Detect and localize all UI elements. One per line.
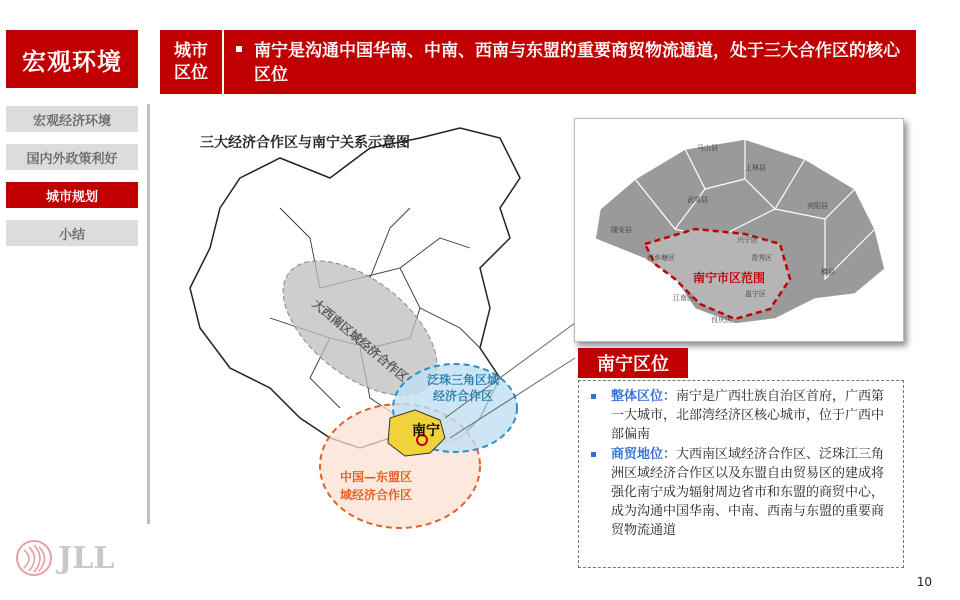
- bullet-icon: [591, 452, 596, 457]
- sidebar-item-city-planning[interactable]: 城市规划: [6, 182, 138, 208]
- info-title: 南宁区位: [578, 348, 688, 378]
- logo-text: JLL: [58, 540, 115, 576]
- district-binyang: 宾阳县: [807, 202, 828, 210]
- info-box: [578, 380, 904, 568]
- headline-text: 南宁是沟通中国华南、中南、西南与东盟的重要商贸物流通道，处于三大合作区的核心区位: [254, 41, 900, 85]
- jll-logo: [14, 538, 114, 578]
- info-item-trade: [591, 445, 895, 540]
- asean-region-line2: 域经济合作区: [340, 488, 413, 502]
- district-xixiangtang: 西乡塘区: [647, 254, 675, 262]
- info-item-overall: [591, 387, 895, 444]
- sidebar-nav: [6, 106, 138, 258]
- district-yongning: 邕宁区: [745, 290, 766, 298]
- district-longan: 隆安县: [611, 226, 632, 234]
- info-key: 整体区位：: [611, 389, 677, 404]
- map-caption: 三大经济合作区与南宁关系示意图: [200, 135, 410, 151]
- sidebar-item-policy[interactable]: 国内外政策利好: [6, 144, 138, 170]
- bullet-icon: [236, 46, 242, 52]
- district-mashan: 马山县: [697, 144, 718, 152]
- info-text: 南宁是广西壮族自治区首府，广西第一大城市，北部湾经济区核心城市，位于广西中部偏南: [611, 389, 885, 442]
- inset-center-label: 南宁市区范围: [693, 271, 766, 285]
- jll-logo-icon: [14, 538, 54, 578]
- district-jiangnan: 江南区: [673, 294, 694, 302]
- southwest-region-label: 大西南区域经济合作区: [309, 296, 411, 385]
- topic-tag-line2: 区位: [174, 63, 208, 83]
- nanning-label: 南宁: [412, 423, 440, 439]
- district-xingning: 兴宁区: [737, 236, 758, 244]
- nanning-inset-map: [574, 118, 904, 342]
- page-number: 10: [916, 575, 932, 589]
- sidebar-item-summary[interactable]: 小结: [6, 220, 138, 246]
- district-shanglin: 上林县: [745, 164, 766, 172]
- section-title: 宏观环境: [6, 30, 138, 88]
- sidebar-divider: [147, 104, 150, 524]
- pearl-region-line1: 泛珠三角区域: [426, 373, 499, 387]
- bullet-icon: [591, 394, 596, 399]
- info-text: 大西南区域经济合作区、泛珠江三角洲区域经济合作区以及东盟自由贸易区的建成将强化南宁成为辐射周边省市和东盟的商贸中心，成为沟通中国华南、中南、西南与东盟的重要商贸物流通道: [611, 447, 885, 538]
- district-liangqing: 良庆区: [711, 316, 732, 324]
- asean-region-label: [340, 468, 440, 504]
- pearl-river-region-label: [418, 372, 508, 404]
- topic-tag: [160, 30, 224, 94]
- info-key: 商贸地位：: [611, 447, 677, 462]
- district-hengxian: 横县: [821, 268, 835, 276]
- district-qingxiu: 青秀区: [751, 254, 772, 262]
- sidebar-item-macro-economy[interactable]: 宏观经济环境: [6, 106, 138, 132]
- asean-region-line1: 中国—东盟区: [340, 470, 413, 484]
- district-wuming: 武鸣县: [687, 196, 708, 204]
- topic-tag-line1: 城市: [174, 41, 208, 61]
- headline-banner: [224, 30, 916, 94]
- pearl-region-line2: 经济合作区: [432, 389, 493, 403]
